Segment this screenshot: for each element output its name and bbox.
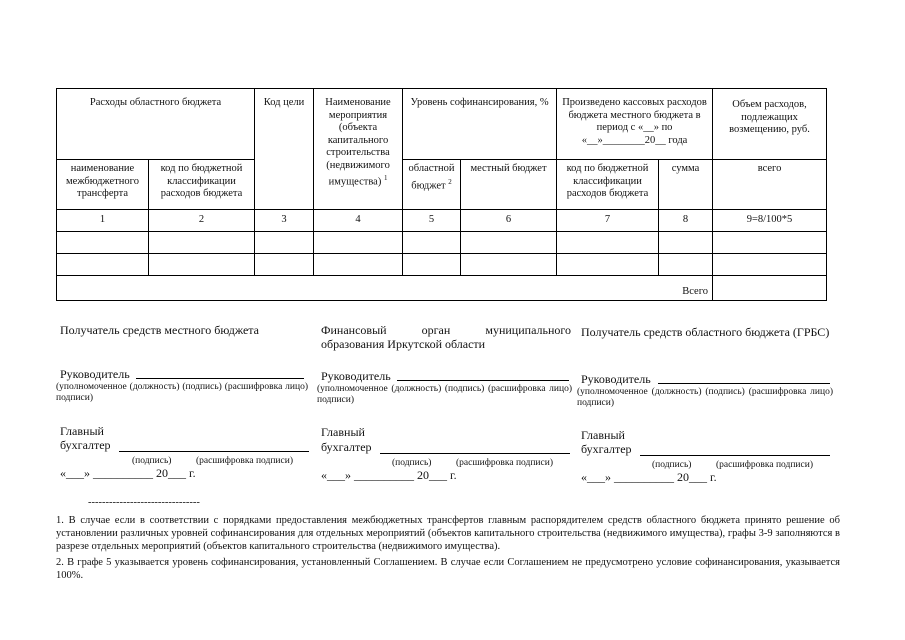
date-line: «___» __________ 20___ г. — [60, 466, 196, 480]
table-cell — [659, 254, 713, 276]
date-line: «___» __________ 20___ г. — [321, 468, 457, 482]
header-goal-code: Код цели — [255, 89, 314, 210]
report-table — [56, 88, 827, 301]
accountant-label: бухгалтер — [60, 438, 111, 452]
table-cell — [403, 232, 461, 254]
table-cell — [255, 254, 314, 276]
table-row — [57, 254, 827, 276]
table-cell — [403, 254, 461, 276]
accountant-label: Главный — [60, 424, 104, 438]
head-label: Руководитель — [321, 369, 391, 383]
head-caption: (уполномоченное (должность) (подпись) (расшифровка лицо) подписи) — [56, 382, 308, 403]
footnote-2: 2. В графе 5 указывается уровень софинансирования, установленный Соглашением. В случае если Соглашением не предусмотрено условие софинансирования, указывается 100%. — [56, 557, 840, 581]
table-cell — [314, 254, 403, 276]
header-budget-class-code: код по бюджетной классификации расходов бюджета — [149, 160, 255, 210]
table-cell — [149, 254, 255, 276]
header-cash-expenses: Произведено кассовых расходов бюджета местного бюджета в период с «__» по «__»________20__ года — [557, 89, 713, 160]
acc-caption-decode: (расшифровка подписи) — [716, 460, 813, 470]
acc-caption-sign: (подпись) — [652, 460, 692, 470]
acc-caption-sign: (подпись) — [132, 456, 172, 466]
financial-body-title: Финансовый орган муниципального образования Иркутской области — [321, 323, 571, 351]
header-local-budget: местный бюджет — [461, 160, 557, 210]
table-cell — [314, 232, 403, 254]
col-number: 8 — [659, 210, 713, 232]
header-cash-class-code: код по бюджетной классификации расходов бюджета — [557, 160, 659, 210]
header-cofinancing-level: Уровень софинансирования, % — [403, 89, 557, 160]
table-cell — [149, 232, 255, 254]
table-cell — [659, 232, 713, 254]
col-number: 2 — [149, 210, 255, 232]
recipient-local-title: Получатель средств местного бюджета — [60, 323, 259, 337]
table-cell — [713, 254, 827, 276]
head-caption: (уполномоченное (должность) (подпись) (расшифровка лицо) подписи) — [577, 387, 833, 408]
table-cell — [461, 254, 557, 276]
accountant-label: бухгалтер — [321, 440, 372, 454]
table-row — [57, 232, 827, 254]
header-event-name: Наименование мероприятия (объекта капитального строительства (недвижимого имущества) $^1$ — [314, 89, 403, 210]
total-label: Всего — [57, 276, 713, 301]
head-label: Руководитель — [581, 372, 651, 386]
col-number: 6 — [461, 210, 557, 232]
col-number: 9=8/100*5 — [713, 210, 827, 232]
acc-caption-decode: (расшифровка подписи) — [196, 456, 293, 466]
table-cell — [57, 254, 149, 276]
header-regional-budget: областной бюджет $^2$ — [403, 160, 461, 210]
col-number: 4 — [314, 210, 403, 232]
col-number: 5 — [403, 210, 461, 232]
header-sum: сумма — [659, 160, 713, 210]
column-numbers-row — [57, 210, 827, 232]
accountant-label: Главный — [321, 425, 365, 439]
table-cell — [557, 254, 659, 276]
accountant-label: бухгалтер — [581, 442, 632, 456]
accountant-label: Главный — [581, 428, 625, 442]
footnote-separator: -------------------------------- — [88, 497, 200, 508]
table-cell — [57, 232, 149, 254]
acc-caption-sign: (подпись) — [392, 458, 432, 468]
header-reimbursement-volume: Объем расходов, подлежащих возмещению, руб. — [713, 89, 827, 160]
col-number: 3 — [255, 210, 314, 232]
total-row — [57, 276, 827, 301]
acc-caption-decode: (расшифровка подписи) — [456, 458, 553, 468]
table-cell — [713, 232, 827, 254]
total-value-cell — [713, 276, 827, 301]
head-caption: (уполномоченное (должность) (подпись) (расшифровка лицо) подписи) — [317, 384, 572, 405]
table-cell — [461, 232, 557, 254]
col-number: 7 — [557, 210, 659, 232]
header-regional-expenses: Расходы областного бюджета — [57, 89, 255, 160]
date-line: «___» __________ 20___ г. — [581, 470, 717, 484]
header-transfer-name: наименование межбюджетного трансферта — [57, 160, 149, 210]
head-label: Руководитель — [60, 367, 130, 381]
recipient-regional-title: Получатель средств областного бюджета (ГРБС) — [581, 325, 830, 339]
table-cell — [255, 232, 314, 254]
table-cell — [557, 232, 659, 254]
header-total: всего — [713, 160, 827, 210]
footnote-1: 1. В случае если в соответствии с порядками предоставления межбюджетных трансфертов главным распорядителем средств областного бюджета принято решение об установлении различных уровней софинансирования для отдельных мероприятий (объектов капитального строительства (недвижимого имущества), графы 3-9 заполняются в разрезе отдельных мероприятий (объектов капитального строительства (недвижимого имущества). — [56, 515, 840, 552]
col-number: 1 — [57, 210, 149, 232]
